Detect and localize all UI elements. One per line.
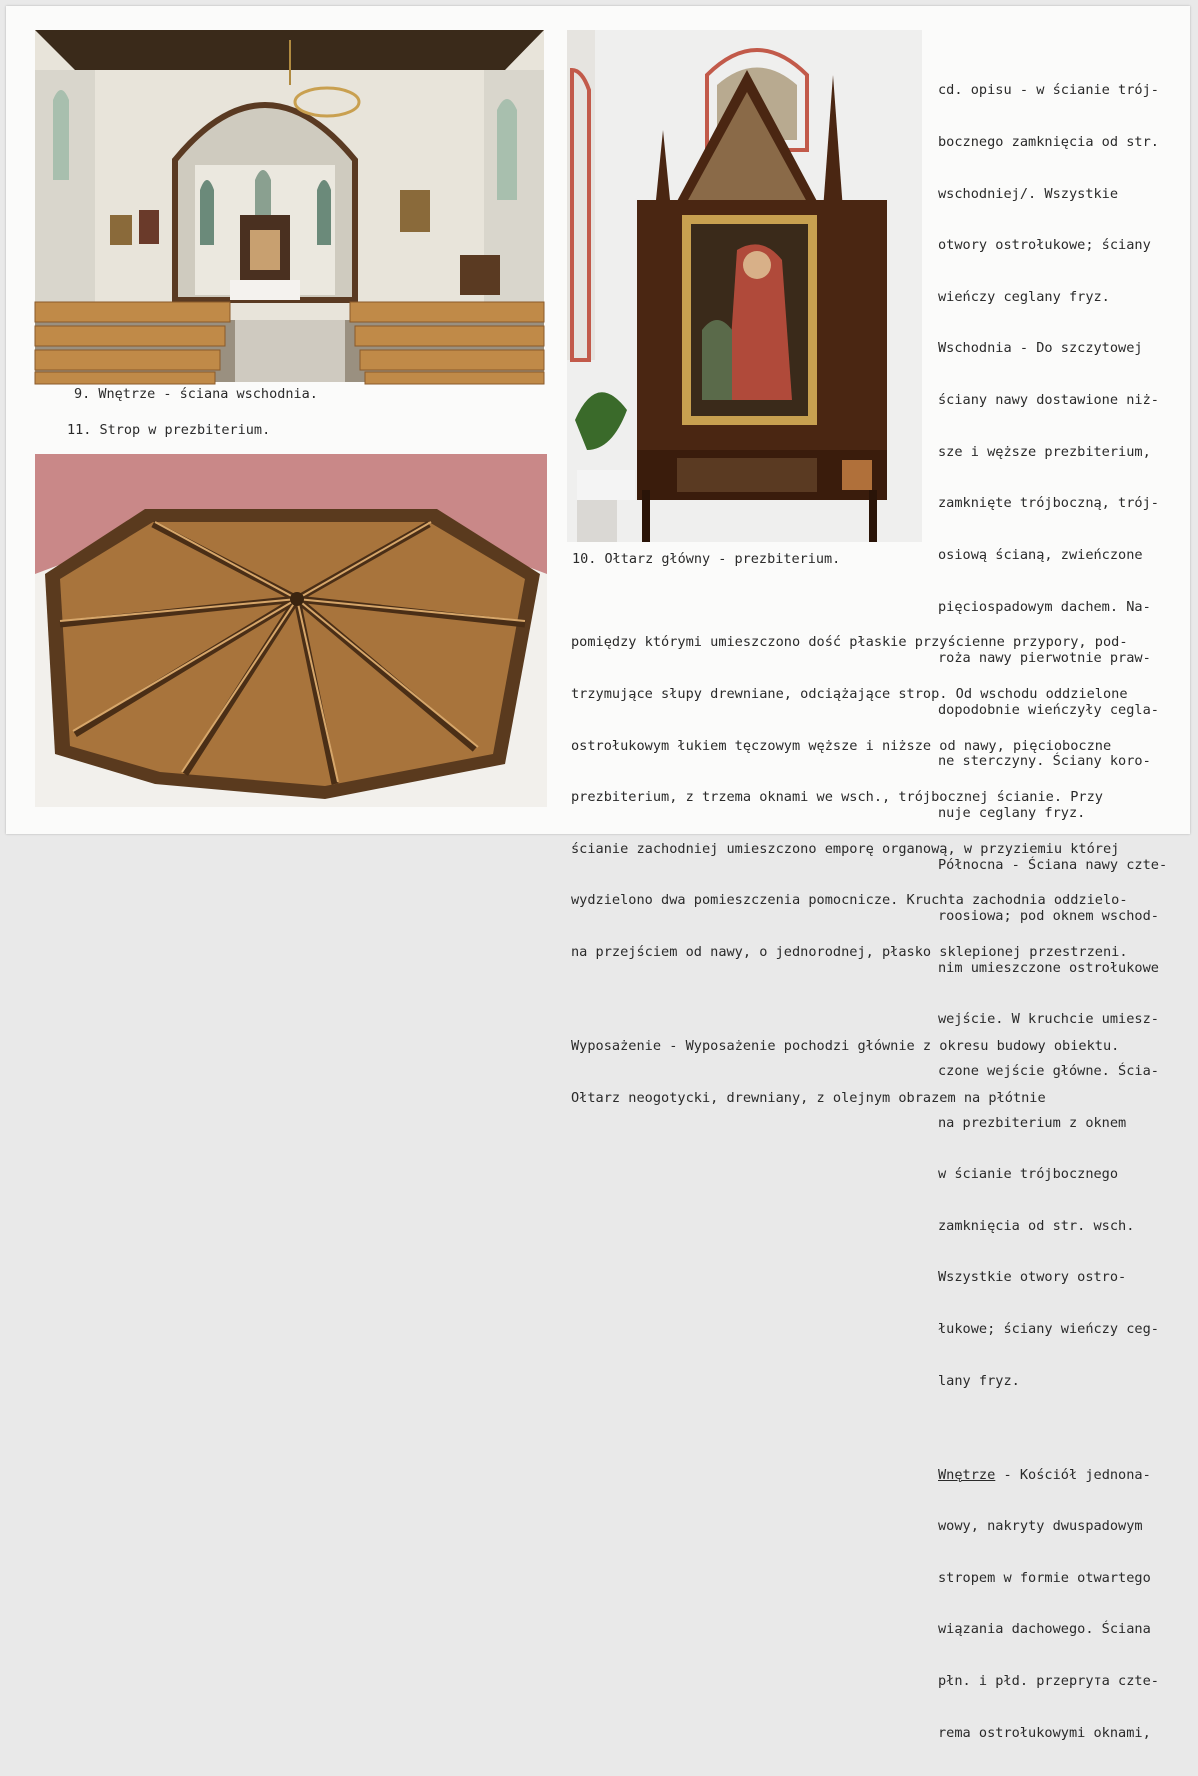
text-line: rema ostrołukowymi oknami, xyxy=(938,1724,1151,1741)
text-line: pięciospadowym dachem. Na- xyxy=(938,598,1151,615)
paragraph-gap xyxy=(571,996,1171,1004)
text-line: wydzielono dwa pomieszczenia pomocnicze. Kruchta zachodnia oddzielo- xyxy=(571,892,1128,909)
text-line: Wszystkie otwory ostro- xyxy=(938,1269,1127,1286)
text-line: - Kościół jednona- xyxy=(995,1466,1151,1483)
text-line: na prezbiterium z oknem xyxy=(938,1114,1127,1131)
interior-paragraph-first-line xyxy=(938,1467,1184,1484)
text-line: w ścianie trójbocznego xyxy=(938,1166,1119,1183)
text-line: wieńczy ceglany fryz. xyxy=(938,288,1110,305)
text-line: prezbiterium, z trzema oknami we wsch., trójbocznej ścianie. Przy xyxy=(571,789,1103,806)
text-line: lany fryz. xyxy=(938,1372,1020,1389)
interior-heading: Wnętrze xyxy=(938,1466,996,1483)
text-line: ostrołukowym łukiem tęczowym węższe i niższe od nawy, pięcioboczne xyxy=(571,737,1112,754)
interior-illustration xyxy=(35,30,544,382)
text-line: cd. opisu - w ścianie trój- xyxy=(938,82,1159,99)
equipment-heading: Wyposażenie xyxy=(571,1038,662,1055)
text-line: pomiędzy którymi umieszczono dość płaskie przyścienne przypory, pod- xyxy=(571,634,1128,651)
text-line: ściany nawy dostawione niż- xyxy=(938,392,1159,409)
text-line: Wschodnia - Do szczytowej xyxy=(938,340,1143,357)
text-line: ne sterczyny. Ściany koro- xyxy=(938,753,1151,770)
photo-main-altar xyxy=(567,30,922,542)
text-line: Ołtarz neogotycki, drewniany, z olejnym obrazem na płótnie xyxy=(571,1089,1046,1106)
text-line: dopodobnie wieńczyły cegla- xyxy=(938,701,1159,718)
text-line: stropem w formie otwartego xyxy=(938,1569,1151,1586)
text-line: Północna - Ściana nawy czte- xyxy=(938,856,1168,873)
text-line: osiową ścianą, zwieńczone xyxy=(938,546,1143,563)
ceiling-illustration xyxy=(35,454,547,807)
text-line: nuje ceglany fryz. xyxy=(938,804,1086,821)
text-line: bocznego zamknięcia od str. xyxy=(938,134,1159,151)
document-page xyxy=(6,6,1190,1741)
text-line: płn. i płd. przeprута czte- xyxy=(938,1673,1159,1690)
photo-interior-east-wall xyxy=(35,30,544,382)
text-line: zamknięte trójboczną, trój- xyxy=(938,495,1159,512)
text-line: zamknięcia od str. wsch. xyxy=(938,1217,1135,1234)
text-line: na przejściem od nawy, o jednorodnej, płasko sklepionej przestrzeni. xyxy=(571,944,1128,961)
description-wide-block xyxy=(571,600,1171,1141)
caption-photo-10: 10. Ołtarz główny - prezbiterium. xyxy=(572,551,841,567)
text-line: wschodniej/. Wszystkie xyxy=(938,185,1119,202)
text-line: trzymujące słupy drewniane, odciążające strop. Od wschodu oddzielone xyxy=(571,686,1128,703)
text-line: wowy, nakryty dwuspadowym xyxy=(938,1518,1143,1535)
text-line: roosiowa; pod oknem wschod- xyxy=(938,908,1159,925)
paragraph-gap xyxy=(938,1424,1184,1432)
text-line: roża nawy pierwotnie praw- xyxy=(938,650,1151,667)
photo-presbytery-ceiling xyxy=(35,454,547,807)
text-line: czone wejście główne. Ścia- xyxy=(938,1062,1159,1079)
text-line: wejście. W kruchcie umiesz- xyxy=(938,1011,1159,1028)
text-line: - Wyposażenie pochodzi głównie z okresu budowy obiektu. xyxy=(661,1038,1120,1055)
text-line: otwory ostrołukowe; ściany xyxy=(938,237,1151,254)
text-line: sze i węższe prezbiterium, xyxy=(938,443,1151,460)
text-line: wiązania dachowego. Ściana xyxy=(938,1621,1151,1638)
caption-photo-11: 11. Strop w prezbiterium. xyxy=(67,422,271,438)
text-line: nim umieszczone ostrołukowe xyxy=(938,959,1159,976)
equipment-paragraph-first-line xyxy=(571,1038,1171,1055)
text-line: ścianie zachodniej umieszczono emporę organową, w przyziemiu której xyxy=(571,840,1120,857)
altar-illustration xyxy=(567,30,922,542)
text-line: łukowe; ściany wieńczy ceg- xyxy=(938,1321,1159,1338)
caption-photo-9: 9. Wnętrze - ściana wschodnia. xyxy=(74,386,318,402)
